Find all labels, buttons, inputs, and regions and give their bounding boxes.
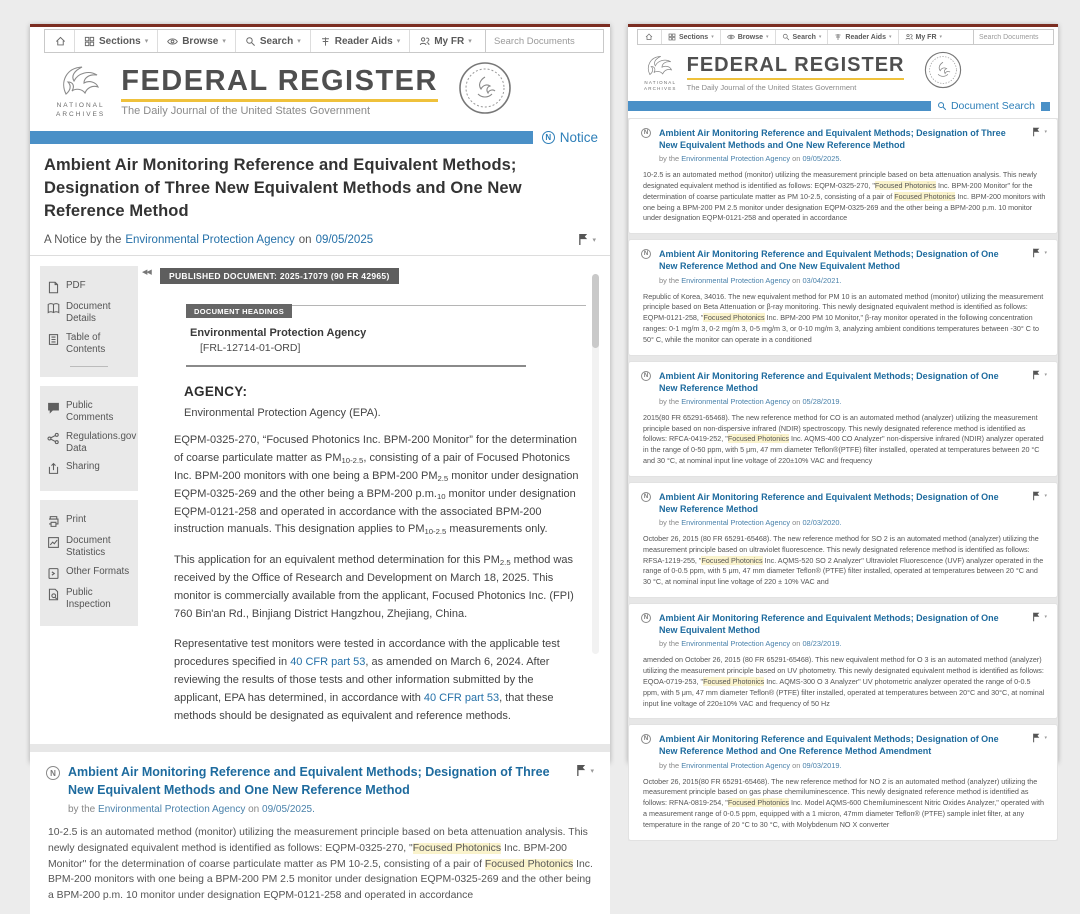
sidebar-divider [70, 366, 108, 367]
document-headings-box [186, 318, 526, 367]
sidebar-group [40, 266, 138, 377]
sidebar-item-print[interactable] [47, 514, 131, 528]
federal-register-seal [458, 61, 512, 120]
navbar-search-input[interactable] [485, 30, 603, 52]
result-byline [659, 761, 1047, 770]
document-paragraph: Representative test monitors were tested in accordance with the applicable test procedures specified in 40 CFR part 53, as amended on March 6, 2024. After reviewing the results of those tests and other information submitted by the applicant, EPA has determined, in accordance with 40 CFR part 53, that these methods should be designated as equivalent and reference methods. [174, 638, 560, 722]
chevron-down-icon: ▾ [590, 767, 594, 775]
result-head [641, 733, 1047, 757]
byline-prefix: by the [659, 518, 680, 528]
byline-on: on [792, 639, 801, 649]
byline-on: on [792, 396, 801, 406]
eagle-icon [58, 62, 104, 102]
flag-icon [576, 764, 587, 777]
cfr-link[interactable]: 40 CFR part 53 [290, 656, 366, 669]
nav-label: Reader Aids [334, 35, 393, 47]
notice-badge [542, 130, 598, 145]
cfr-link[interactable]: 40 CFR part 53 [423, 691, 500, 704]
byline-on: on [792, 760, 801, 770]
nav-label: Browse [182, 35, 219, 47]
sidebar-item-document-statistics[interactable] [47, 535, 131, 559]
document-search-bar [628, 100, 1058, 112]
eye-icon [167, 36, 178, 47]
federal-register-wordmark[interactable]: FEDERAL REGISTER [121, 64, 438, 97]
nav-reader-aids[interactable] [310, 30, 410, 52]
chart-icon [47, 536, 60, 549]
agency-link[interactable]: Environmental Protection Agency [681, 275, 791, 285]
signpost-icon [320, 36, 331, 47]
search-term-highlight: Focused Photonics [703, 676, 765, 686]
notice-type-icon: N [46, 766, 60, 780]
search-result-card [628, 361, 1058, 477]
result-byline [68, 804, 594, 815]
search-result-card [30, 752, 610, 913]
byline-prefix: A Notice by the [44, 233, 122, 246]
search-result-card [628, 603, 1058, 719]
notice-icon: N [542, 131, 555, 144]
search-result-card [628, 482, 1058, 598]
people-icon [419, 36, 430, 47]
nav-label: My FR [915, 33, 937, 41]
result-head [641, 491, 1047, 515]
result-title-link[interactable]: Ambient Air Monitoring Reference and Equivalent Methods; Designation of One New Reference Method [659, 491, 999, 514]
page-title: Ambient Air Monitoring Reference and Equivalent Methods; Designation of Three New Equivalent Methods and One New Reference Method [44, 156, 522, 221]
sidebar-group [40, 500, 138, 626]
sidebar-item-document-details[interactable] [47, 301, 131, 325]
chevron-down-icon: ▾ [939, 34, 943, 40]
headings-agency: Environmental Protection Agency [190, 327, 367, 340]
archives-label: ARCHIVES [56, 110, 106, 118]
sidebar-item-label: Document Details [66, 301, 111, 325]
scrollbar[interactable] [592, 274, 599, 654]
bookmark-flag-button[interactable] [1032, 370, 1047, 380]
site-navbar [44, 29, 604, 53]
document-page-window [30, 24, 610, 901]
eagle-icon [644, 53, 676, 80]
eye-icon [727, 33, 735, 41]
agency-value: Environmental Protection Agency (EPA). [184, 407, 381, 420]
result-title-link[interactable]: Ambient Air Monitoring Reference and Equivalent Methods; Designation of One New Reference Method and One Reference Method Amendment [659, 734, 999, 757]
chevron-down-icon: ▾ [144, 38, 149, 45]
flag-icon [578, 233, 589, 246]
grid-icon [668, 33, 676, 41]
bookmark-flag-button[interactable] [1032, 127, 1047, 137]
home-icon [645, 33, 653, 41]
result-title-link[interactable]: Ambient Air Monitoring Reference and Equivalent Methods; Designation of One New Reference Method and One New Equivalent Method [659, 249, 999, 272]
sidebar-item-label: Other Formats [66, 565, 130, 577]
result-snippet: 2015(80 FR 65291-65468). The new reference method for CO is an automated method (analyzer) utilizing the measurement principle based on non-dispersive infrared (NDIR) spectroscopy. This newly designated reference method is identified as follows: RFCA-0419-252, "Focused Photonics Inc. AQMS-400 CO Analyzer" non-dispersive infrared (NDIR) analyzer operated in the range of 0-50 ppm, with 5 μm, 47 mm diameter Teflon®(PTFE) filter installed, operated at temperatures between 20 °C and 30 °C, at nominal input line voltage of 220±10% VAC and frequency [643, 412, 1044, 465]
document-headings-chip: DOCUMENT HEADINGS [186, 304, 292, 318]
chevron-down-icon: ▾ [1044, 614, 1047, 621]
date-link[interactable]: 09/03/2019. [802, 760, 842, 770]
sidebar-item-public-comments[interactable] [47, 400, 131, 424]
bookmark-flag-button[interactable] [576, 764, 594, 777]
chevron-down-icon: ▾ [711, 34, 714, 40]
chevron-down-icon: ▾ [1044, 492, 1047, 499]
chevron-down-icon: ▾ [1044, 250, 1047, 257]
blue-accent-bar [30, 131, 533, 144]
flag-icon [1032, 491, 1041, 501]
archives-label: ARCHIVES [644, 86, 677, 91]
rule [292, 305, 586, 306]
sidebar-item-table-of-contents[interactable] [47, 332, 131, 356]
search-icon [937, 101, 947, 111]
data-nodes-icon [47, 432, 60, 445]
result-title-link[interactable]: Ambient Air Monitoring Reference and Equivalent Methods; Designation of One New Equivalent Method [659, 613, 999, 636]
sidebar-item-sharing[interactable] [47, 461, 131, 475]
chevron-down-icon: ▾ [888, 34, 892, 40]
sidebar-item-public-inspection[interactable] [47, 587, 131, 611]
result-snippet: 10-2.5 is an automated method (monitor) utilizing the measurement principle based on beta attenuation analysis. This newly designated equivalent method is identified as follows: EQPM-0325-270, "Focused Photonics Inc. BPM-200 Monitor" for the determination of coarse particulate matter as PM 10-2.5, consisting of a pair of Focused Photonics Inc. BPM-200 monitors with one being a BPM-200 PM 2.5 monitor under designation EQPM-0325-269 and the other being a BPM-200 p.m. 10 monitor under designation EQPM-0121-258 and operated in accordance [48, 827, 593, 901]
notice-type-icon: N [641, 371, 651, 381]
home-button[interactable] [643, 33, 661, 41]
byline-on: on [248, 804, 260, 816]
sidebar-item-label: Sharing [66, 461, 100, 473]
flag-icon [1032, 248, 1041, 258]
search-term-highlight: Focused Photonics [894, 191, 956, 201]
result-head [641, 248, 1047, 272]
navbar-search-input[interactable] [973, 30, 1053, 44]
window-top-edge [30, 24, 610, 27]
chevron-down-icon: ▾ [818, 34, 822, 40]
result-byline [659, 397, 1047, 406]
related-result [30, 752, 610, 913]
federal-register-wordmark[interactable]: FEDERAL REGISTER [686, 53, 905, 76]
inspection-icon [47, 588, 60, 601]
chevron-down-icon: ▾ [222, 38, 226, 45]
document-paragraph: EQPM-0325-270, “Focused Photonics Inc. BPM-200 Monitor” for the determination of coarse particulate matter as PM10-2.5, consisting of a pair of Focused Photonics Inc. BPM-200 monitors with one being a BPM-200 PM2.5 monitor under designation EQPM-0325-269 and the other being a BPM-200 p.m.10 monitor under designation EQPM-0121-258 and operated in accordance with the associated BPM-200 instruction manuals. This designation applies to PM10-2.5 measurements only. [174, 434, 579, 537]
notice-type-icon: N [641, 249, 651, 259]
document-type-bar [30, 130, 610, 145]
result-title-link[interactable]: Ambient Air Monitoring Reference and Equivalent Methods; Designation of Three New Equivalent Methods and One New Reference Method [68, 765, 550, 797]
search-result-card [628, 118, 1058, 234]
byline-prefix: by the [68, 804, 96, 816]
nav-label: My FR [434, 35, 465, 47]
document-tools-sidebar [40, 266, 138, 738]
result-snippet: October 26, 2015(80 FR 65291-65468). The new reference method for NO 2 is an automated method (analyzer) utilizing the measurement principle based on gas phase chemiluminescence. This newly designated reference method is identified as follows: RFNA-0819-254, "Focused Photonics Inc. Model AQMS-600 Chemiluminescent Nitric Oxides Analyzer," operated with a measurement range of 0-0.5 ppm, equipped with a 1 micron, 47mm diameter Teflon® (PTFE) sample inlet filter, at any temperature in the range of 20 °C to 30 °C, with Molybdenum NO X converter [643, 776, 1045, 829]
result-head [641, 370, 1047, 394]
nav-reader-aids[interactable] [827, 30, 897, 44]
agency-link[interactable]: Environmental Protection Agency [98, 804, 246, 816]
archives-label: NATIONAL [644, 80, 677, 86]
chevron-down-icon: ▾ [297, 38, 301, 45]
nav-sections[interactable] [661, 30, 720, 44]
signpost-icon [834, 33, 842, 41]
collapse-sidebar-button[interactable]: ◀◀ [142, 269, 151, 277]
date-link[interactable]: 09/05/2025 [315, 233, 374, 246]
result-head [641, 612, 1047, 636]
chevron-down-icon: ▾ [766, 34, 769, 40]
byline-prefix: by the [659, 396, 680, 406]
federal-register-seal [924, 51, 962, 94]
sidebar-item-other-formats[interactable] [47, 566, 131, 580]
flag-icon [1032, 612, 1041, 622]
nav-my-fr[interactable] [898, 30, 949, 44]
sidebar-item-regulations-gov-data[interactable] [47, 430, 137, 455]
result-title-link[interactable]: Ambient Air Monitoring Reference and Equivalent Methods; Designation of One New Reference Method [659, 370, 999, 393]
document-content [160, 266, 600, 738]
nav-browse[interactable] [720, 30, 775, 44]
agency-link[interactable]: Environmental Protection Agency [681, 154, 791, 164]
published-document-bar: PUBLISHED DOCUMENT: 2025-17079 (90 FR 42965) [160, 268, 399, 284]
notice-type-icon: N [641, 613, 651, 623]
date-link[interactable]: 05/28/2019. [802, 396, 842, 406]
search-icon [782, 33, 790, 41]
nav-search[interactable] [775, 30, 828, 44]
sidebar-item-label: Public Comments [66, 400, 114, 424]
nav-label: Search [792, 33, 816, 41]
bookmark-flag-button[interactable] [1032, 612, 1047, 622]
sidebar-group [40, 386, 138, 491]
byline-prefix: by the [659, 275, 680, 285]
date-link[interactable]: 03/04/2021. [802, 275, 842, 285]
agency-link[interactable]: Environmental Protection Agency [681, 639, 791, 649]
search-bar-end-cap [1041, 102, 1050, 111]
gold-rule [121, 99, 438, 102]
chevron-down-icon: ▾ [396, 38, 401, 45]
document-layout [30, 256, 610, 738]
brand-block [687, 54, 905, 92]
nav-label: Sections [679, 33, 709, 41]
archives-label: NATIONAL [56, 102, 105, 110]
sidebar-item-label: Document Statistics [66, 535, 111, 559]
date-link[interactable]: 09/05/2025. [802, 154, 842, 164]
nav-label: Browse [737, 33, 763, 41]
sidebar-item-label: Regulations.gov Data [66, 430, 137, 454]
headings-docket: [FRL-12714-01-ORD] [200, 342, 301, 355]
share-icon [47, 462, 60, 475]
chevron-down-icon: ▾ [1044, 371, 1047, 378]
result-head [46, 764, 594, 799]
agency-heading: AGENCY: [184, 384, 248, 400]
home-button[interactable] [53, 36, 74, 47]
masthead [30, 53, 610, 126]
byline-on: on [792, 275, 801, 285]
date-link[interactable]: 09/05/2025. [262, 804, 315, 816]
flag-icon [1032, 733, 1041, 743]
section-separator [30, 744, 610, 752]
result-snippet: 10-2.5 is an automated method (monitor) utilizing the measurement principle based on beta attenuation analysis. This newly designated equivalent method is identified as follows: EQPM-0325-270, "Focused Photonics Inc. BPM-200 Monitor" for the determination of coarse particulate matter as PM 10-2.5, consisting of a pair of Focused Photonics Inc. BPM-200 monitors with one being a BPM-200 PM 2.5 monitor under designation EQPM-0325-269 and the other being a BPM-200 p.m. 10 monitor under designation EQPM-0121-258 and operated in accordance [643, 170, 1046, 223]
scrollbar-thumb[interactable] [592, 274, 599, 348]
nav-label: Reader Aids [845, 33, 886, 41]
nav-sections[interactable] [74, 30, 157, 52]
document-paragraph: This application for an equivalent method determination for this PM2.5 method was received by the Office of Research and Development on March 18, 2025. This monitor is commercially available from the applicant, Focused Photonics Inc. (FPI) 760 Bin'an Rd., Binjiang District Hangzhou, Zhejiang, China. [174, 554, 574, 620]
notice-type-icon: N [641, 734, 651, 744]
result-title-link[interactable]: Ambient Air Monitoring Reference and Equivalent Methods; Designation of Three New Equivalent Methods and One New Reference Method [659, 128, 1006, 151]
byline-prefix: by the [659, 760, 680, 770]
search-results-list [628, 118, 1058, 841]
sidebar-item-label: Table of Contents [66, 331, 106, 355]
byline [30, 225, 610, 255]
search-term-highlight: Focused Photonics [703, 313, 765, 323]
sidebar-item-label: Public Inspection [66, 586, 111, 610]
bookmark-flag-button[interactable] [1032, 248, 1047, 258]
agency-link[interactable]: Environmental Protection Agency [681, 518, 791, 528]
search-result-card [628, 239, 1058, 355]
brand-block [121, 65, 438, 117]
document-body [174, 432, 586, 725]
result-head [641, 127, 1047, 151]
result-snippet: October 26, 2015 (80 FR 65291-65468). The new reference method for SO 2 is an automated method (analyzer) utilizing the measurement principle based on ultraviolet fluorescence. This newly designated reference method is identified as follows: RFSA-1219-255, "Focused Photonics Inc. AQMS-520 SO 2 Analyzer" Ultraviolet Fluorescence (UVF) analyzer operated in the range of 0-0.5 ppm, with 5 μm, 47 mm diameter Teflon® (PTFE) filter installed, operated at temperatures between 20 °C and 30 °C, at nominal input line voltage of 220 ± 10% VAC and [643, 534, 1044, 587]
search-term-highlight: Focused Photonics [727, 434, 789, 444]
search-term-highlight: Focused Photonics [412, 843, 502, 855]
national-archives-logo [56, 62, 105, 119]
tagline: The Daily Journal of the United States Government [121, 104, 371, 117]
nav-label: Search [259, 35, 294, 47]
formats-icon [47, 567, 60, 580]
result-snippet: Republic of Korea, 34016. The new equivalent method for PM 10 is an automated method (monitor) utilizing the measurement principle based on Beta Attenuation or β-ray monitoring. This newly designated equivalent method is identified as follows: EQPM-0121-258, "Focused Photonics Inc. BPM-200 PM 10 Monitor," β-ray monitor operated in the following concentration ranges: 0-1 mg/m 3, 0-2 mg/m 3, 0-5 mg/m 3, or 0-10 mg/m 3, analyzing ambient conditions temperatures between -30° C to 50° C, while the monitor can operate in a conditioned [643, 291, 1044, 344]
sidebar-item-label: PDF [66, 280, 86, 292]
search-term-highlight: Focused Photonics [484, 858, 574, 870]
gold-rule [687, 78, 905, 80]
result-byline [659, 276, 1047, 285]
nav-label: Sections [99, 35, 141, 47]
byline-on: on [298, 233, 312, 246]
chevron-down-icon: ▾ [468, 38, 472, 45]
result-byline [659, 518, 1047, 527]
notice-type-icon: N [641, 492, 651, 502]
search-icon [245, 36, 256, 47]
byline-on: on [792, 518, 801, 528]
agency-link[interactable]: Environmental Protection Agency [681, 760, 791, 770]
document-search-text: Document Search [950, 100, 1035, 112]
bookmark-flag-button[interactable] [578, 233, 596, 246]
bookmark-flag-button[interactable] [1032, 733, 1047, 743]
result-snippet: amended on October 26, 2015 (80 FR 65291-65468). This new equivalent method for O 3 is an automated method (analyzer) utilizing the measurement principle based on UV photometry. This newly designated equivalent method is identified as follows: EQOA-0719-253, "Focused Photonics Inc. AQMS-300 O 3 Analyzer" UV photometric analyzer operated the range of 0-0.5 ppm, with 5 μm, 47 mm diameter Teflon® (PTFE) filter installed, operated at temperatures between 20°C and 30°C, at nominal input line voltage of 220±10% VAC and frequency of 50 Hz [643, 655, 1045, 708]
search-result-card [628, 724, 1058, 840]
home-icon [55, 36, 66, 47]
result-byline [659, 154, 1047, 163]
grid-icon [84, 36, 95, 47]
nav-my-fr[interactable] [409, 30, 481, 52]
notice-badge-label: Notice [559, 130, 598, 145]
byline-on: on [792, 154, 801, 164]
printer-icon [47, 515, 60, 528]
agency-link[interactable]: Environmental Protection Agency [125, 233, 295, 246]
result-byline [659, 639, 1047, 648]
blue-accent-bar [628, 101, 931, 111]
pdf-icon [47, 281, 60, 294]
site-navbar [637, 29, 1054, 45]
toc-icon [47, 333, 60, 346]
search-term-highlight: Focused Photonics [874, 181, 937, 191]
search-results-window [628, 24, 1058, 829]
people-icon [905, 33, 913, 41]
chevron-down-icon: ▾ [1044, 129, 1047, 135]
flag-icon [1032, 127, 1041, 137]
tagline: The Daily Journal of the United States Government [686, 82, 857, 92]
nav-search[interactable] [235, 30, 310, 52]
window-top-edge [628, 24, 1058, 27]
open-book-icon [47, 302, 60, 315]
agency-link[interactable]: Environmental Protection Agency [681, 396, 791, 406]
masthead [628, 45, 1058, 98]
byline-prefix: by the [659, 154, 680, 164]
notice-type-icon: N [641, 128, 651, 138]
date-link[interactable]: 08/23/2019. [802, 639, 842, 649]
bookmark-flag-button[interactable] [1032, 491, 1047, 501]
sidebar-item-label: Print [66, 514, 87, 526]
flag-icon [1032, 370, 1041, 380]
search-term-highlight: Focused Photonics [701, 555, 763, 565]
national-archives-logo [644, 53, 677, 92]
date-link[interactable]: 02/03/2020. [802, 518, 842, 528]
search-term-highlight: Focused Photonics [727, 798, 789, 808]
byline-prefix: by the [659, 639, 680, 649]
comment-icon [47, 401, 60, 414]
document-headings-header [186, 304, 586, 318]
nav-browse[interactable] [157, 30, 235, 52]
chevron-down-icon: ▾ [592, 236, 596, 244]
chevron-down-icon: ▾ [1044, 735, 1047, 742]
sidebar-item-pdf[interactable] [47, 280, 131, 294]
document-search-label [937, 100, 1035, 112]
